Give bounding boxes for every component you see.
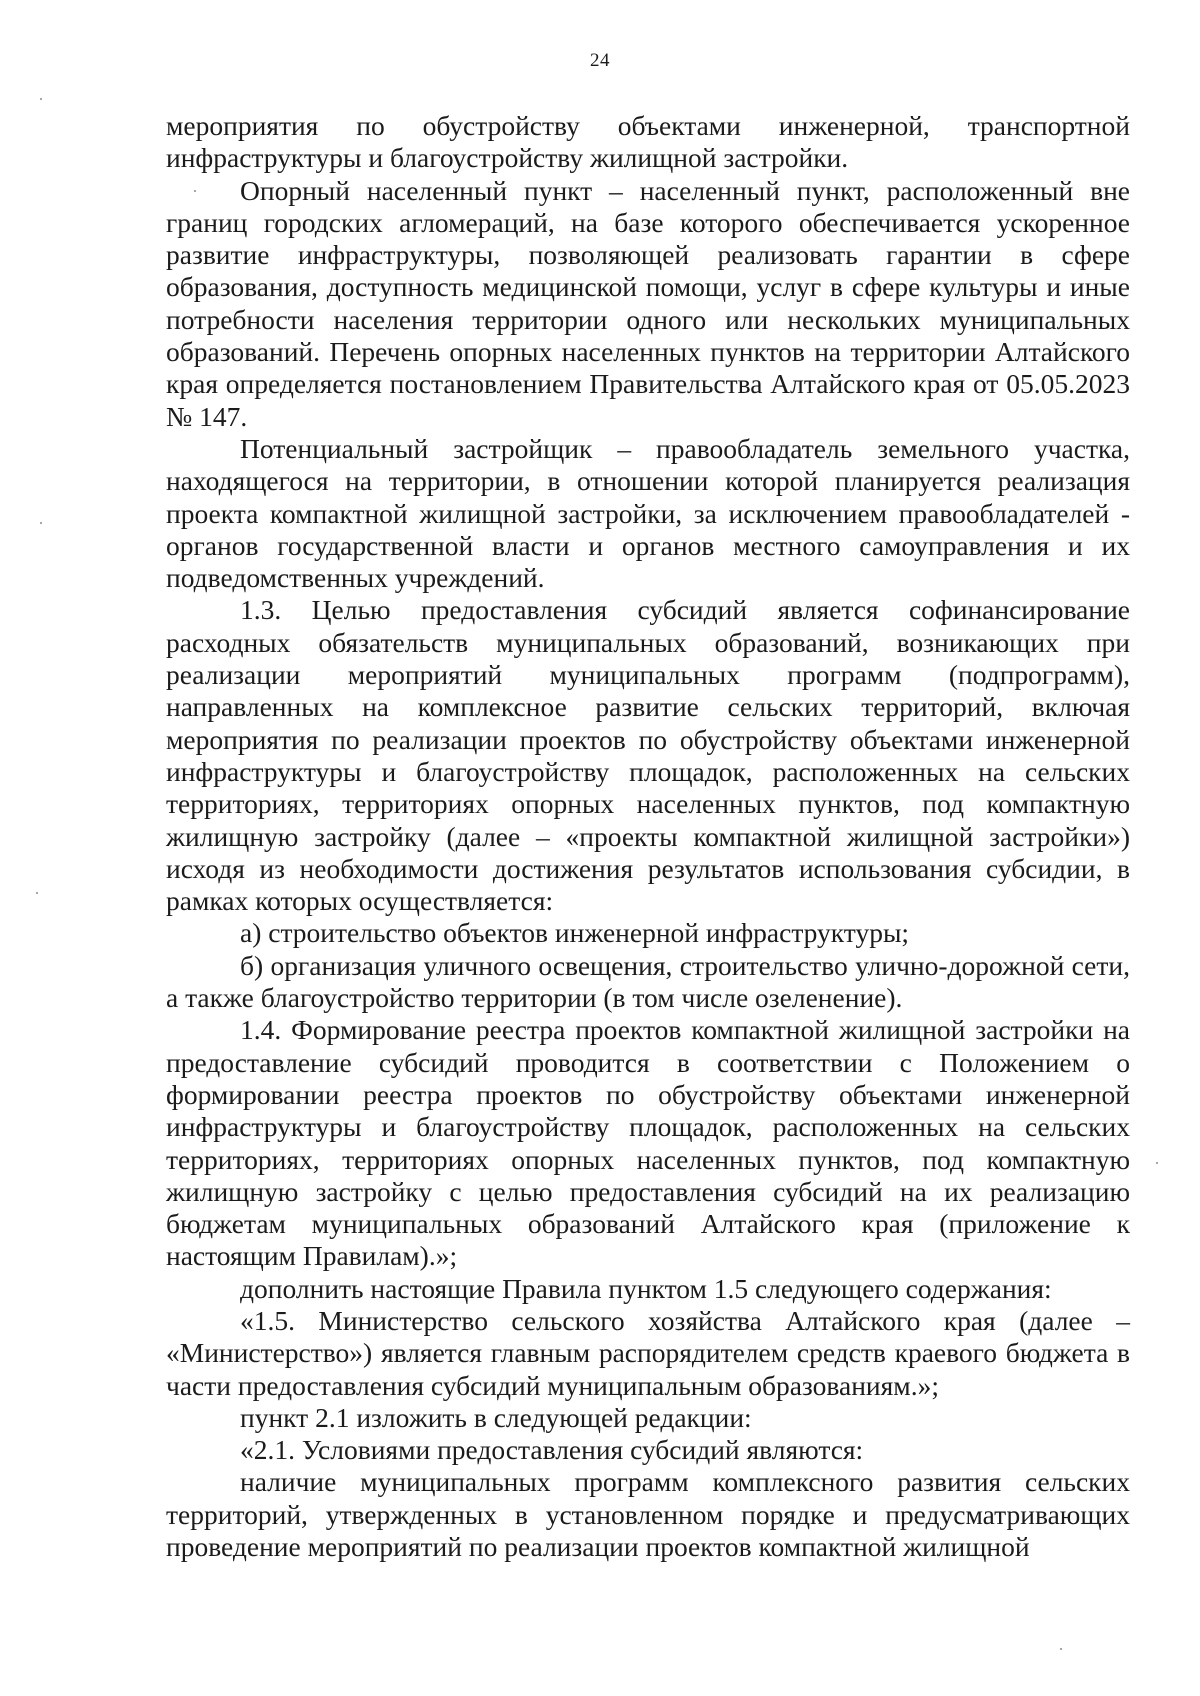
scan-speck (36, 892, 38, 894)
scan-speck (1156, 1162, 1158, 1164)
paragraph-amendment-add-1-5: дополнить настоящие Правила пунктом 1.5 следующего содержания: (240, 1272, 1052, 1304)
paragraph-clause-1-4: 1.4. Формирование реестра проектов компактной жилищной застройки на предоставление субсидий проводится в соответствии с Положением о формировании реестра проектов по обустройству объектами инженерной инфраструктуры и благоустройству площадок, расположенных на сельских территориях, территориях опорных населенных пунктов, под компактную жилищную застройку с целью предоставления субсидий на их реализацию бюджетам муниципальных образований Алтайского края (приложение к настоящим Правилам).»; (166, 1014, 1130, 1272)
paragraph-support-settlement-definition: Опорный населенный пункт – населенный пункт, расположенный вне границ городских агломераций, на базе которого обеспечивается ускоренное развитие инфраструктуры, позволяющей реализовать гарантии в сфере образования, доступность медицинской помощи, услуг в сфере культуры и иные потребности населения территории одного или нескольких муниципальных образований. Перечень опорных населенных пунктов на территории Алтайского края определяется постановлением Правительства Алтайского края от 05.05.2023 № 147. (166, 174, 1130, 432)
paragraph-condition-programs: наличие муниципальных программ комплексного развития сельских территорий, утвержденных в установленном порядке и предусматривающих проведение мероприятий по реализации проектов компактной жилищной (166, 1466, 1130, 1563)
paragraph-clause-1-5: «1.5. Министерство сельского хозяйства Алтайского края (далее – «Министерство») является главным распорядителем средств краевого бюджета в части предоставления субсидий муниципальным образованиям.»; (166, 1304, 1130, 1401)
paragraph-potential-developer-definition: Потенциальный застройщик – правообладатель земельного участка, находящегося на территории, в отношении которой планируется реализация проекта компактной жилищной застройки, за исключением правообладателей - органов государственной власти и органов местного самоуправления и их подведомственных учреждений. (166, 432, 1130, 594)
body-text (166, 110, 1130, 1563)
paragraph-item-a: а) строительство объектов инженерной инфраструктуры; (240, 917, 910, 949)
scan-speck (40, 98, 42, 100)
paragraph-clause-1-3: 1.3. Целью предоставления субсидий является софинансирование расходных обязательств муниципальных образований, возникающих при реализации мероприятий муниципальных программ (подпрограмм), направленных на комплексное развитие сельских территорий, включая мероприятия по реализации проектов по обустройству объектами инженерной инфраструктуры и благоустройству площадок, расположенных на сельских территориях, территориях опорных населенных пунктов, под компактную жилищную застройку (далее – «проекты компактной жилищной застройки») исходя из необходимости достижения результатов использования субсидии, в рамках которых осуществляется: (166, 594, 1130, 917)
paragraph-continuation: мероприятия по обустройству объектами инженерной, транспортной инфраструктуры и благоустройству жилищной застройки. (166, 110, 1130, 174)
scan-speck (194, 190, 196, 192)
scan-speck (1060, 1648, 1062, 1650)
paragraph-clause-2-1: «2.1. Условиями предоставления субсидий являются: (240, 1434, 864, 1466)
scan-speck (40, 522, 42, 524)
page-number: 24 (590, 50, 610, 71)
paragraph-amendment-2-1: пункт 2.1 изложить в следующей редакции: (240, 1401, 752, 1433)
paragraph-item-b: б) организация уличного освещения, строительство улично-дорожной сети, а также благоустройство территории (в том числе озеленение). (166, 949, 1130, 1014)
